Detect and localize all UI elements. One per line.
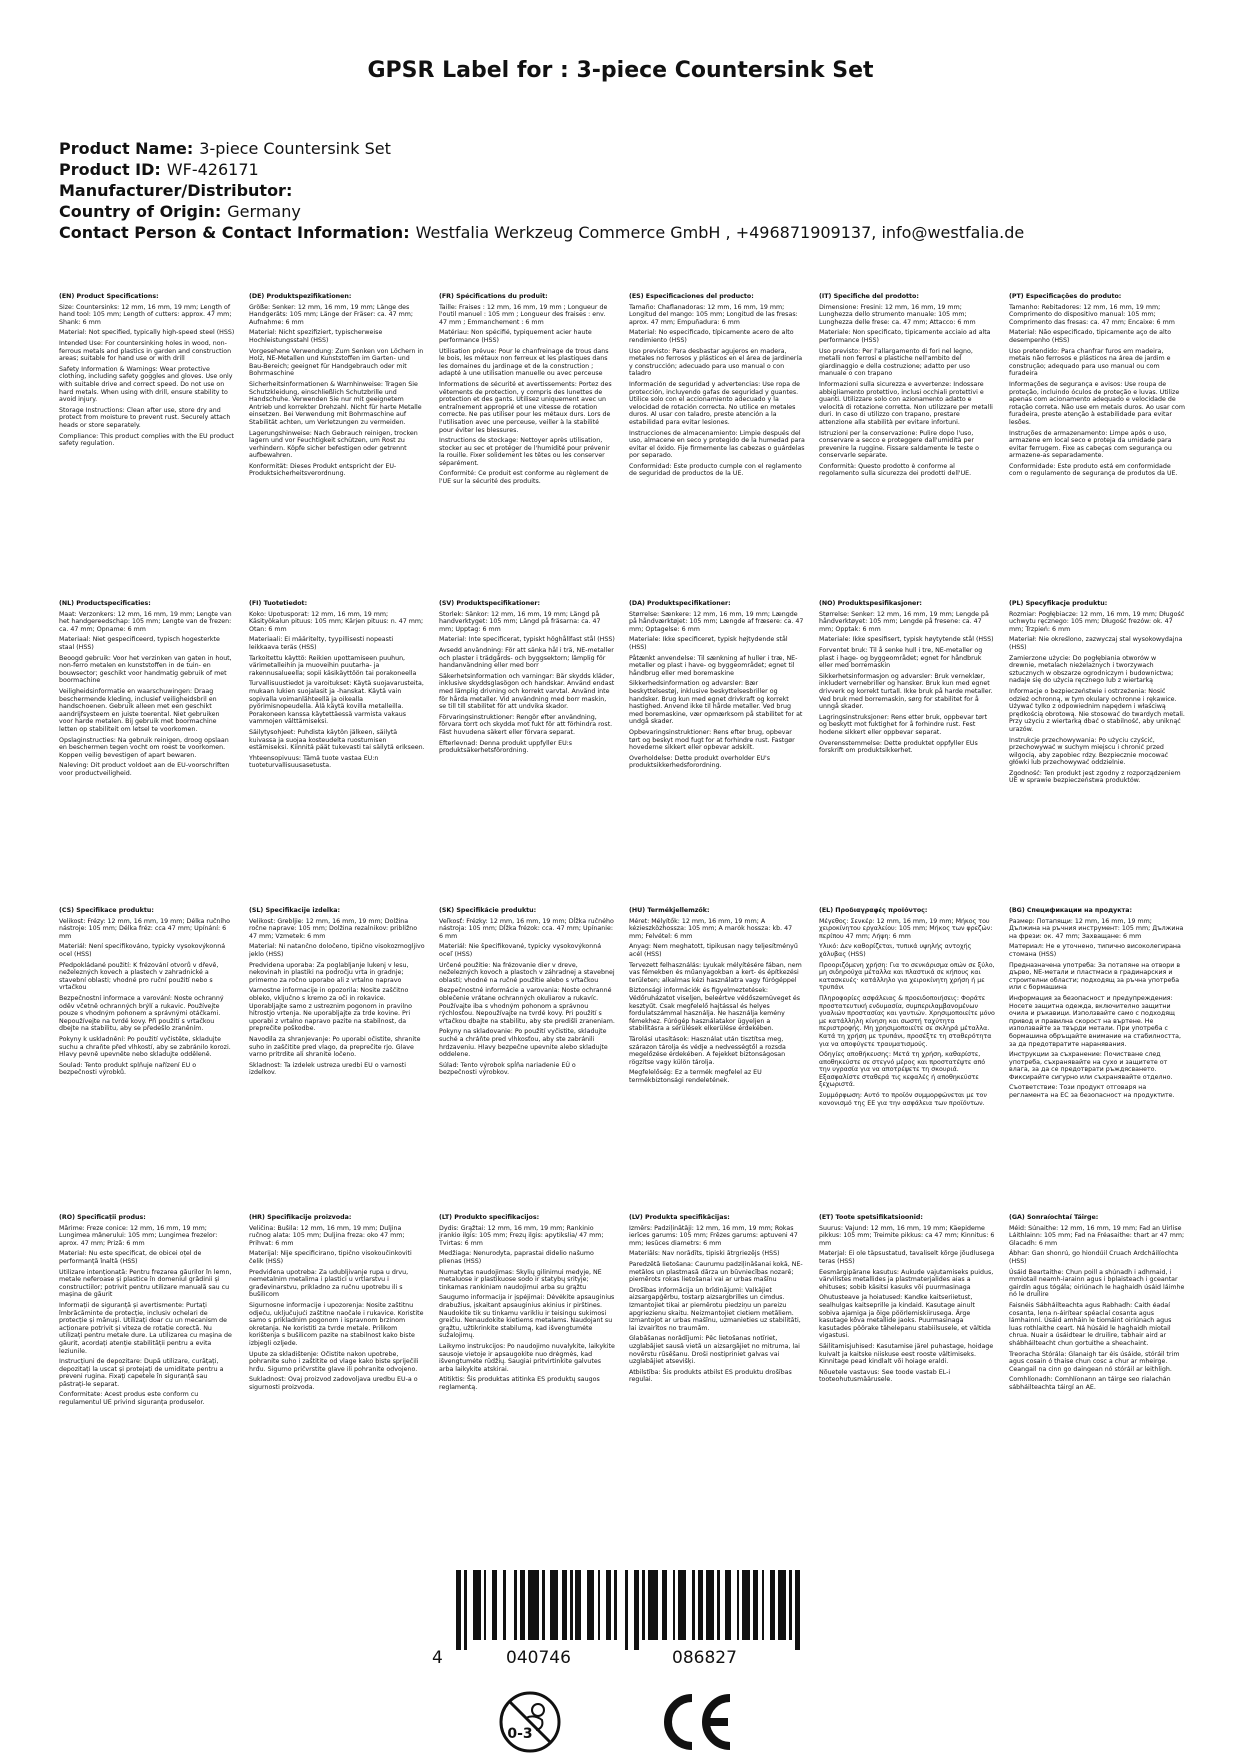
- barcode-bar: [542, 1570, 545, 1640]
- barcode-bar: [789, 1570, 792, 1640]
- spec-paragraph: Предназначена употреба: За потапяне на отвори в дърво, NE-метали и пластмаси в градинарския и строителни области; подходящ за ръчна употреба или с бормашина: [1009, 961, 1181, 992]
- spec-paragraph: Comhlíonadh: Comhlíonann an táirge seo rialachán sábháilteachta táirgí an AE.: [1009, 1376, 1171, 1391]
- spec-paragraph: Material: Nu este specificat, de obicei oțel de performanță înaltă (HSS): [59, 1250, 202, 1265]
- spec-paragraph: Izmērs: Padziļinātāji: 12 mm, 16 mm, 19 mm; Rokas ierīces garums: 105 mm; Frēzes garums: aptuveni 47 mm; Iesūces diametrs: 6 mm: [629, 1224, 798, 1247]
- language-block: [439, 907, 615, 1077]
- spec-paragraph: Συμμόρφωση: Αυτό το προϊόν συμμορφώνεται με τον κανονισμό της ΕΕ για την ασφάλεια των προϊόντων.: [819, 1092, 987, 1107]
- spec-paragraph: Rozmiar: Pogłębiacze: 12 mm, 16 mm, 19 mm; Długość uchwytu ręcznego: 105 mm; Długość frezów: ok. 47 mm; Trzpień: 6 mm: [1009, 610, 1185, 633]
- language-block: [1009, 600, 1185, 785]
- spec-paragraph: Size: Countersinks: 12 mm, 16 mm, 19 mm; Length of hand tool: 105 mm; Length of cutters: approx. 47 mm; Shank: 6 mm: [59, 303, 232, 326]
- language-block: [249, 293, 425, 478]
- spec-paragraph: Atitiktis: Šis produktas atitinka ES produktų saugos reglamentą.: [439, 1376, 600, 1391]
- language-heading: (GA) Sonraíochtaí Táirge:: [1009, 1214, 1099, 1221]
- spec-paragraph: Materiał: Nie określono, zazwyczaj stal wysokowydajna (HSS): [1009, 636, 1183, 651]
- spec-paragraph: Naleving: Dit product voldoet aan de EU-voorschriften voor productveiligheid.: [59, 762, 230, 777]
- barcode-bar: [742, 1570, 750, 1640]
- language-block: [59, 293, 235, 448]
- spec-paragraph: Säkerhetsinformation och varningar: Bär skydds kläder, inklusive skyddsglasögon och handskar. Använd endast med lämplig drivning och korrekt varvtal. Använd inte för hårda metaller. Vid användning med borr maskin, se till till stabilitet för att undvika skador.: [439, 672, 615, 711]
- spec-paragraph: Storage Instructions: Clean after use, store dry and protect from moisture to prevent rust. Securely attach heads or store separately.: [59, 406, 231, 429]
- spec-paragraph: Πληροφορίες ασφάλειας & προειδοποιήσεις: Φοράτε προστατευτική ενδυμασία, συμπεριλαμβανομένων γυαλιών προστασίας και γαντιών. Χρησιμοποιείτε μόνο με κατάλληλη κίνηση και σωστή ταχύτητα περιστροφής. Μη χρησιμοποιείτε σε σκληρά μέταλλα. Κατά τη χρήση με τρυπάνι, προσέξτε τη σταθερότητα για να αποφύγετε τραυματισμούς.: [819, 994, 995, 1048]
- spec-paragraph: Materiaali: Ei määritelty, tyypillisesti nopeasti leikkaava teräs (HSS): [249, 636, 394, 651]
- barcode-bar: [575, 1570, 580, 1640]
- spec-paragraph: Υλικό: Δεν καθορίζεται, τυπικά υψηλής αντοχής χάλυβας (HSS): [819, 943, 972, 958]
- spec-paragraph: Veľkosť: Frézky: 12 mm, 16 mm, 19 mm; Dĺžka ručného nástroja: 105 mm; Dĺžka frézok: cca. 47 mm; Upínanie: 6 mm: [439, 917, 614, 940]
- spec-paragraph: Uso pretendido: Para chanfrar furos em madeira, metais não ferrosos e plásticos na área de jardim e construção; adequado para uso manual ou com furadeira: [1009, 347, 1171, 378]
- spec-paragraph: Ábhar: Gan shonrú, go hiondúil Cruach Ardcháilíochta (HSS): [1009, 1250, 1179, 1265]
- barcode-bar: [642, 1570, 645, 1640]
- barcode-bar: [598, 1570, 601, 1640]
- spec-paragraph: Tárolási utasítások: Használat után tisztítsa meg, szárazon tárolja és védje a nedvességtől a rozsda megelőzése érdekében. A fejekket biztonságosan rögzítse vagy külön tárolja.: [629, 1035, 786, 1066]
- language-heading: (ES) Especificaciones del producto:: [629, 293, 754, 300]
- spec-paragraph: Súlad: Tento výrobok spĺňa nariadenie EÚ o bezpečnosti výrobkov.: [439, 1061, 576, 1077]
- barcode-bar: [614, 1570, 617, 1640]
- language-heading: (LV) Produkta specifikācijas:: [629, 1214, 730, 1221]
- spec-paragraph: Οδηγίες αποθήκευσης: Μετά τη χρήση, καθαρίστε, αποθηκεύστε σε στεγνό μέρος και προστατέψτε από την υγρασία για να αποτρέψετε τη σκουριά. Εξασφαλίστε σταθερά τις κεφαλές ή αποθηκεύστε ξεχωριστά.: [819, 1051, 986, 1089]
- language-heading: (EL) Προδιαγραφές προϊόντος:: [819, 907, 928, 914]
- info-value: Germany: [227, 202, 301, 221]
- barcode-bar: [484, 1570, 487, 1640]
- language-heading: (FI) Tuotetiedot:: [249, 600, 308, 607]
- language-heading: (DE) Produktspezifikationen:: [249, 293, 352, 300]
- language-block: [819, 1214, 995, 1384]
- language-block: [439, 293, 615, 486]
- barcode-bar: [692, 1570, 695, 1640]
- barcode-bar: [795, 1570, 800, 1650]
- spec-paragraph: Μέγεθος: Σενκέρ: 12 mm, 16 mm, 19 mm; Μήκος του χειροκίνητου εργαλείου: 105 mm; Μήκος των φρεζών: περίπου 47 mm; Λήψη: 6 mm: [819, 917, 993, 940]
- spec-paragraph: Předpokládané použití: K frézování otvorů v dřevě, neželezných kovech a plastech v zahradnické a stavební oblasti; vhodné pro ruční použití nebo s vrtačkou: [59, 961, 219, 992]
- spec-paragraph: Megfelelőség: Ez a termék megfelel az EU termékbiztonsági rendeletének.: [629, 1069, 762, 1084]
- spec-paragraph: Predviđena upotreba: Za udubljivanje rupa u drvu, nemetalnim metalima i plastici u vrtlarstvu i građevinarstvu, prikladno za ručnu upotrebu ili s bušilicom: [249, 1268, 409, 1299]
- spec-paragraph: Varnostne informacije in opozorila: Nosite zaščitno obleko, vključno s kremo za oči in rokavice. Uporabljajte samo z ustreznim pogonom in pravilno hitrostjo vrtenja. Ne uporabljajte za trde kovine. Pri uporabi z vrtalno napravo pazite na stabilnost, da preprečite poškodbe.: [249, 987, 412, 1033]
- spec-paragraph: Tamanho: Rebitadores: 12 mm, 16 mm, 19 mm; Comprimento do dispositivo manual: 105 mm; Comprimento das fresas: ca. 47 mm; Encaixe: 6 mm: [1009, 303, 1175, 326]
- barcode-bar: [753, 1570, 758, 1640]
- spec-paragraph: Instrukcje przechowywania: Po użyciu czyścić, przechowywać w suchym miejscu i chronić przed wilgocią, aby zapobiec rdzy. Bezpiecznie mocować główki lub przechowywać oddzielnie.: [1009, 736, 1169, 767]
- spec-paragraph: Veiligheidsinformatie en waarschuwingen: Draag beschermende kleding, inclusief veiligheidsbril en handschoenen. Gebruik alleen met een geschikt aandrijfsysteem en juiste toerental. Niet gebruiken voor harde metalen. Bij gebruik met boormachine letten op stabiliteit om letsel te voorkomen.: [59, 687, 220, 733]
- spec-paragraph: Pokyny k uskladnění: Po použití vyčistěte, skladujte suchu a chraňte před vlhkostí, aby se zabránilo korozi. Hlavy pevně upevněte nebo skladujte odděleně.: [59, 1035, 231, 1059]
- spec-paragraph: Istruzioni per la conservazione: Pulire dopo l'uso, conservare a secco e proteggere dall'umidità per prevenire la ruggine. Fissare saldamente le teste o conservarle separate.: [819, 429, 979, 460]
- spec-paragraph: Förvaringsinstruktioner: Rengör efter användning, förvara torrt och skydda mot fukt för att förhindra rost. Fäst huvudena säkert eller förvara separat.: [439, 713, 613, 736]
- spec-paragraph: Avsedd användning: För att sänka hål i trä, NE-metaller och plaster i trädgårds- och byggsektorn; lämplig för handanvändning eller med borr: [439, 646, 614, 670]
- language-block: [249, 1214, 425, 1391]
- barcode-bar: [528, 1570, 539, 1640]
- language-heading: (PT) Especificações do produto:: [1009, 293, 1122, 300]
- spec-paragraph: Conformité: Ce produit est conforme au règlement de l'UE sur la sécurité des produits.: [439, 470, 609, 486]
- barcode-bar: [706, 1570, 714, 1640]
- barcode-bar: [587, 1570, 595, 1640]
- barcode-bar: [678, 1570, 686, 1640]
- spec-paragraph: Uso previsto: Para desbastar agujeros en madera, metales no ferrosos y plásticos en el área de jardinería y construcción; adecuado para uso manual o con taladro: [629, 347, 803, 378]
- info-label: Country of Origin:: [59, 202, 222, 221]
- spec-paragraph: Zgodność: Ten produkt jest zgodny z rozporządzeniem UE w sprawie bezpieczeństwa produktów.: [1009, 769, 1181, 785]
- spec-paragraph: Säilitamisjuhised: Kasutamise järel puhastage, hoidage kuivalt ja kaitske niiskuse eest roostе vältimiseks. Kinnitage pead kindlalt või hoiage eraldi.: [819, 1342, 994, 1366]
- country-row: [59, 201, 1199, 222]
- spec-paragraph: Informații de siguranță și avertismente: Purtați îmbrăcăminte de protecție, inclusiv ochelari de protecție și mănuși. Utilizați doar cu un mecanism de acționare potrivit și viteza de rotație corectă. Nu utilizați pentru metale dure. La utilizarea cu mașina de găurit, acordați atenție stabilității pentru a evita leziunile.: [59, 1301, 232, 1355]
- spec-paragraph: Материал: Не е уточнено, типично високолегирана стомана (HSS): [1009, 943, 1181, 958]
- language-block: [629, 1214, 805, 1384]
- spec-paragraph: Utilisation prévue: Pour le chanfreinage de trous dans le bois, les métaux non ferreux et les plastiques dans les domaines du jardinage et de la construction ; adapté à une utilisation manuelle ou avec perceuse: [439, 347, 609, 378]
- spec-paragraph: Información de seguridad y advertencias: Use ropa de protección, incluyendo gafas de seguridad y guantes. Utilice solo con el accionamiento adecuado y la velocidad de rotación correcta. No utilice en metales duros. Al usar con taladro, preste atención a la estabilidad para evitar lesiones.: [629, 380, 801, 426]
- info-label: Manufacturer/Distributor:: [59, 181, 293, 200]
- spec-paragraph: Suurus: Vajund: 12 mm, 16 mm, 19 mm; Käepideme pikkus: 105 mm; Treimite pikkus: ca 47 mm; Kinnitus: 6 mm: [819, 1224, 995, 1247]
- spec-paragraph: Storlek: Sänkor: 12 mm, 16 mm, 19 mm; Längd på handverktyget: 105 mm; Längd på fräsarna: ca. 47 mm; Upptag: 6 mm: [439, 610, 601, 633]
- barcode-bar: [562, 1570, 567, 1640]
- language-block: [819, 600, 995, 755]
- spec-paragraph: Инструкции за съхранение: Почистване след употреба, съхранявайте на сухо и защитете от влага, за да се предотврати ръждясването. Фиксирайте сигурно или съхранявайте отделно.: [1009, 1051, 1173, 1081]
- spec-paragraph: Glabāšanas norādījumi: Pēc lietošanas notīriet, uzglabājiet sausā vietā un aizsargājiet no mitruma, lai novērstu rūsēšanu. Droši nostipriniet galvas vai uzglabājiet atsevišķi.: [629, 1335, 800, 1366]
- language-row: [59, 600, 1199, 890]
- spec-paragraph: Προοριζόμενη χρήση: Για το σενκάρισμα οπών σε ξύλο, μη σιδηρούχα μέταλλα και πλαστικά σε κήπους και κατασκευές· κατάλληλο για χειροκίνητη χρήση ή με τρυπάνι: [819, 961, 995, 992]
- language-block: [1009, 907, 1185, 1100]
- spec-paragraph: Určené použitie: Na frézovanie dier v dreve, neželezných kovoch a plastoch v záhradnej a stavebnej oblasti; vhodné na ručné použitie alebo s vŕtačkou: [439, 961, 615, 984]
- spec-paragraph: Informations de sécurité et avertissements: Portez des vêtements de protection, y compris des lunettes de protection et des gants. Utilisez uniquement avec un entraînement approprié et une vitesse de rotation correcte. Ne pas utiliser pour les métaux durs. Lors de l'utilisation avec une perceuse, veiller à la stabilité pour éviter les blessures.: [439, 380, 612, 434]
- spec-paragraph: Sukladnost: Ovaj proizvod zadovoljava uredbu EU-a o sigurnosti proizvoda.: [249, 1376, 418, 1391]
- spec-paragraph: Lagringsinstruksjoner: Rens etter bruk, oppbevar tørt og beskytt mot fuktighet for å forhindre rust. Fest hodene sikkert eller oppbevar separat.: [819, 713, 988, 736]
- info-value: WF-426171: [166, 160, 259, 179]
- spec-paragraph: Dydis: Grąžtai: 12 mm, 16 mm, 19 mm; Rankinio įrankio ilgis: 105 mm; Frezų ilgis: apytikslia/ 47 mm; Tvirtas: 6 mm: [439, 1224, 604, 1247]
- language-block: [629, 293, 805, 478]
- spec-paragraph: Saugumo informacija ir įspėjimai: Dėvėkite apsauginius drabužius, įskaitant apsauginius akinius ir pirštines. Naudokite tik su tinkamu varikliu ir teisingu sukimosi greičiu. Nenaudokite kietiems metalams. Naudojant su grąžtu, užtikrinkite stabilumą, kad išvengtumėte sužalojimų.: [439, 1294, 615, 1340]
- age-0-3-warning-icon: [498, 1690, 562, 1754]
- language-heading: (PL) Specyfikacje produktu:: [1009, 600, 1108, 607]
- spec-paragraph: Størrelse: Sænkere: 12 mm, 16 mm, 19 mm; Længde på håndværktøjet: 105 mm; Længde af fræsere: ca. 47 mm; Optagelse: 6 mm: [629, 610, 804, 633]
- spec-paragraph: Skladnost: Ta izdelek ustreza uredbi EU o varnosti izdelkov.: [249, 1061, 406, 1077]
- spec-paragraph: Biztonsági információk és figyelmeztetések: Védőruházatot viseljen, beleértve védőszemüveget és kesztyűt. Csak megfelelő hajtással és helyes fordulatszámmal használja. Ne használja kemény fémekhez. Fúrógép használatakor ügyeljen a stabilitásra a sérülések elkerülése érdekében.: [629, 987, 801, 1033]
- language-block: [819, 907, 995, 1107]
- spec-paragraph: Säilytysohjeet: Puhdista käytön jälkeen, säilytä kuivassa ja suojaa kosteudelta ruostumisen estämiseksi. Kiinnitä päät tukevasti tai säilytä erikseen.: [249, 728, 425, 752]
- language-heading: (ET) Toote spetsifikatsioonid:: [819, 1214, 923, 1221]
- language-block: [59, 907, 235, 1077]
- page-title: GPSR Label for : 3-piece Countersink Set: [367, 58, 874, 83]
- spec-paragraph: Conformidad: Este producto cumple con el reglamento de seguridad de productos de la UE.: [629, 462, 802, 478]
- spec-paragraph: Drošības informācija un brīdinājumi: Valkājiet aizsargapģērbu, tostarp aizsargbrilles un cimdus. Izmantojiet tikai ar piemērotu piedziņu un pareizu apgriezienu skaitu. Neizmantojiet cietiem metāliem. Izmantojot ar urbas mašīnu, uzmanieties uz stabilitāti, lai izvairītos no traumām.: [629, 1286, 801, 1332]
- barcode-bar: [625, 1570, 628, 1650]
- spec-paragraph: Tamaño: Chaflanadoras: 12 mm, 16 mm, 19 mm; Longitud del mango: 105 mm; Longitud de las fresas: aprox. 47 mm; Empuñadura: 6 mm: [629, 303, 798, 326]
- language-heading: (SL) Specifikacije izdelka:: [249, 907, 341, 914]
- spec-paragraph: Materiál: Nie špecifikované, typicky vysokovýkonná oceľ (HSS): [439, 943, 602, 958]
- spec-paragraph: Tervezett felhasználás: Lyukak mélyítésére fában, nem vas fémekben és műanyagokban a kert- és építkezési területen; alkalmas kézi használatra vagy fúrógéppel: [629, 961, 802, 984]
- info-label: Product ID:: [59, 160, 161, 179]
- spec-paragraph: Matériau: Non spécifié, typiquement acier haute performance (HSS): [439, 329, 592, 344]
- language-block: [1009, 293, 1185, 478]
- spec-paragraph: Zamierzone użycie: Do pogłębiania otworów w drewnie, metalach nieżelaznych i tworzywach sztucznych w obszarze ogrodniczym i budownictwa; nadaje się do użycia ręcznego lub z wiertarką: [1009, 654, 1174, 685]
- language-row: [59, 293, 1199, 583]
- barcode-bar: [570, 1570, 573, 1640]
- spec-paragraph: Turvallisuustiedot ja varoitukset: Käytä suojavarusteita, mukaan lukien suojalasit ja -hanskat. Käytä vain sopivalla voimanlähteellä ja oikealla pyörimisnopeudella. Älä käytä kovilla metalleilla. Porakoneen kanssa käytettäessä varmista vakaus vammojen välttämiseksi.: [249, 680, 424, 726]
- spec-paragraph: Eesmärgipärane kasutus: Aukude vajutamiseks puidus, värvilistes metallides ja plastmaterjalides aias a ehituses; sobib käsitsi kasuks või puurmasinaga: [819, 1268, 994, 1291]
- barcode-bar: [492, 1570, 497, 1640]
- spec-paragraph: Soulad: Tento produkt splňuje nařízení EU o bezpečnosti výrobků.: [59, 1061, 197, 1077]
- language-heading: (IT) Specifiche del prodotto:: [819, 293, 919, 300]
- spec-paragraph: Sikkerhedsinformation og advarsler: Bær beskyttelsestøj, inklusive beskyttelsesbriller og handsker. Brug kun med egnet drivkraft og korrekt hastighed. Anvend ikke til hårde metaller. Ved brug med boremaskine, vær opmærksom på stabilitet for at undgå skader.: [629, 680, 803, 726]
- spec-paragraph: Overholdelse: Dette produkt overholder EU's produktsikkerhedsforordning.: [629, 754, 771, 770]
- spec-paragraph: Informazioni sulla sicurezza e avvertenze: Indossare abbigliamento protettivo, inclusi occhiali protettivi e guanti. Utilizzare solo con azionamento adatto e velocità di rotazione corretta. Non utilizzare per metalli duri. In caso di utilizzo con trapano, prestare attenzione alla stabilità per evitare infortuni.: [819, 380, 993, 426]
- spec-paragraph: Material: Not specified, typically high-speed steel (HSS): [59, 329, 235, 337]
- info-label: Contact Person & Contact Information:: [59, 223, 410, 242]
- spec-paragraph: Upute za skladištenje: Očistite nakon upotrebe, pohranite suho i zaštitite od vlage kako biste spriječili hrđu. Sigurno pričvrstite glave ili pohranite odvojeno.: [249, 1350, 419, 1373]
- barcode-bar: [606, 1570, 611, 1640]
- barcode-bar: [514, 1570, 517, 1640]
- spec-paragraph: Instructions de stockage: Nettoyer après utilisation, stocker au sec et protéger de l'humidité pour prévenir la rouille. Fixer solidement les têtes ou les conserver séparément.: [439, 437, 610, 467]
- spec-paragraph: Lagerungshinweise: Nach Gebrauch reinigen, trocken lagern und vor Feuchtigkeit schützen, um Rost zu verhindern. Köpfe sicher befestigen oder getrennt aufbewahren.: [249, 429, 418, 460]
- language-heading: (DA) Produktspecifikationer:: [629, 600, 731, 607]
- language-row: [59, 907, 1199, 1197]
- spec-paragraph: Nõuetele vastavus: See toode vastab EL-i tooteohutusmäärusele.: [819, 1368, 951, 1384]
- spec-paragraph: Overensstemmelse: Dette produktet oppfyller EUs forskrift om produktsikkerhet.: [819, 739, 978, 755]
- language-block: [249, 907, 425, 1077]
- spec-paragraph: Taille: Fraises : 12 mm, 16 mm, 19 mm ; Longueur de l'outil manuel : 105 mm ; Longueur des fraises : env. 47 mm ; Emmanchement : 6 mm: [439, 303, 608, 326]
- spec-paragraph: Material: Inte specificerat, typiskt höghållfast stål (HSS): [439, 636, 615, 644]
- language-block: [439, 1214, 615, 1391]
- language-heading: (CS) Specifikace produktu:: [59, 907, 154, 914]
- spec-paragraph: Opslaginstructies: Na gebruik reinigen, droog opslaan en beschermen tegen vocht om roest te voorkomen. Koppen veilig bevestigen of apart bewaren.: [59, 736, 229, 759]
- spec-paragraph: Faisnéis Sábháilteachta agus Rabhadh: Caith éadaí cosanta, lena n-áirítear spéaclaí cosanta agus lámhainní. Úsáid amháin le tiomáint oiriúnach agus luas rothlaithe ceart. Ná húsáid le haghaidh miotail chrua. Nuair a úsáidtear le druilire, tabhair aird ar shábháilteacht chun gortuithe a sheachaint.: [1009, 1301, 1172, 1347]
- barcode-bar: [503, 1570, 506, 1640]
- spec-paragraph: Ohutusteave ja hoiatused: Kandke kaitseriietust, sealhulgas kaitseprille ja kindaid. Kasutage ainult sobiva ajamiga ja õige pöörlemiskiirusega. Ärge kasutage kõva metallide jaoks. Puurmasinaga kasutades pöörake tähelepanu stabiilsusele, et vältida vigastusi.: [819, 1294, 991, 1340]
- spec-paragraph: Atbilstība: Šis produkts atbilst ES produktu drošības regulai.: [629, 1368, 792, 1384]
- spec-paragraph: Velikost: Grebljie: 12 mm, 16 mm, 19 mm; Dolžina ročne naprave: 105 mm; Dolžina rezalnikov: približno 47 mm; Vzmetek: 6 mm: [249, 917, 418, 940]
- barcode-bar: [473, 1570, 481, 1640]
- spec-paragraph: Predvidena uporaba: Za poglabljanje lukenj v lesu, nekovinah in plastiki na področju vrta in gradnje; primerno za ročno uporabo ali z vrtalno napravo: [249, 961, 409, 984]
- language-heading: (SK) Špecifikácie produktu:: [439, 907, 537, 914]
- spec-paragraph: Instrucțiuni de depozitare: După utilizare, curățați, depozitați la uscat și protejați de umiditate pentru a preveni rugina. Fixați capetele în siguranță sau păstrați-le separat.: [59, 1358, 224, 1388]
- spec-paragraph: Materiale: Non specificato, tipicamente acciaio ad alta performance (HSS): [819, 329, 991, 344]
- language-block: [439, 600, 615, 755]
- age-range-text: 0-3: [507, 1726, 533, 1742]
- barcode-bar: [725, 1570, 730, 1640]
- spec-paragraph: Materiāls: Nav norādīts, tipiski ātrgriezējs (HSS): [629, 1250, 780, 1258]
- language-heading: (HR) Specifikacije proizvoda:: [249, 1214, 352, 1221]
- spec-paragraph: Navodila za shranjevanje: Po uporabi očistite, shranite suho in zaščitite pred vlago, da preprečite rjo. Glave varno pritrdite ali shranite ločeno.: [249, 1035, 421, 1059]
- language-block: [59, 1214, 235, 1407]
- barcode-bar: [550, 1570, 558, 1640]
- language-heading: (HU) Termékjellemzők:: [629, 907, 710, 914]
- spec-paragraph: Opbevaringsinstruktioner: Rens efter brug, opbevar tørt og beskyt mod fugt for at forhindre rust. Fastgør hovederne sikkert eller opbevar adskilt.: [629, 728, 795, 752]
- spec-paragraph: Koko: Upotusporat: 12 mm, 16 mm, 19 mm; Käsityökalun pituus: 105 mm; Kärjen pituus: n. 47 mm; Otan: 6 mm: [249, 610, 424, 633]
- language-block: [819, 293, 995, 478]
- ean-barcode: [432, 1570, 822, 1675]
- product-name-row: [59, 138, 1199, 159]
- spec-paragraph: Material: Não especificado, tipicamente aço de alto desempenho (HSS): [1009, 329, 1172, 344]
- barcode-bar: [673, 1570, 676, 1640]
- language-heading: (LT) Produkto specifikacijos:: [439, 1214, 540, 1221]
- spec-paragraph: Materijal: Nije specificirano, tipično visokoučinkoviti čelik (HSS): [249, 1250, 412, 1265]
- spec-paragraph: Materjal: Ei ole täpsustatud, tavaliselt kõrge jõudlusega teras (HSS): [819, 1250, 995, 1265]
- spec-paragraph: Compliance: This product complies with the EU product safety regulation.: [59, 432, 234, 448]
- spec-paragraph: Tarkoitettu käyttö: Reikien upottamiseen puuhun, värimetalleihin ja muoveihin puutarha- ja rakennusalueella; sopii käsikäyttöön tai porakoneella: [249, 654, 417, 677]
- spec-paragraph: Utilizare intenționată: Pentru frezarea găurilor în lemn, metale neferoase și plastice în domeniul grădinii și constructiilor; potrivit pentru utilizare manuală sau cu mașina de găurit: [59, 1268, 232, 1299]
- barcode-bar: [762, 1570, 765, 1640]
- spec-paragraph: Størrelse: Senker: 12 mm, 16 mm, 19 mm; Lengde på håndverktøyet: 105 mm; Lengde på fresene: ca. 47 mm; Opptak: 6 mm: [819, 610, 989, 633]
- spec-paragraph: Yhteensopivuus: Tämä tuote vastaa EU:n tuoteturvallisuusasetusta.: [249, 754, 379, 770]
- info-value: 3-piece Countersink Set: [199, 139, 391, 158]
- language-block: [249, 600, 425, 770]
- spec-paragraph: Materiale: Ikke specificeret, typisk højtydende stål (HSS): [629, 636, 788, 651]
- spec-paragraph: Materiál: Není specifikováno, typicky vysokovýkonná ocel (HSS): [59, 943, 226, 958]
- spec-paragraph: Materiaal: Niet gespecificeerd, typisch hogesterkte staal (HSS): [59, 636, 220, 651]
- spec-paragraph: Beoogd gebruik: Voor het verzinken van gaten in hout, non-ferro metalen en kunststoffen in de tuin- en bouwsector; geschikt voor handmatig gebruik of met boormachine: [59, 654, 232, 685]
- spec-paragraph: Размер: Потапящи: 12 mm, 16 mm, 19 mm; Дължина на ръчния инструмент: 105 mm; Дължина на фрези: ок. 47 mm; Захващане: 6 mm: [1009, 917, 1184, 940]
- spec-paragraph: Méret: Mélyítők: 12 mm, 16 mm, 19 mm; A kézieszközhossza: 105 mm; A marók hossza: kb. 47 mm; Felvétel: 6 mm: [629, 917, 793, 940]
- barcode-digits-left: 040746: [506, 1648, 571, 1668]
- spec-paragraph: Anyag: Nem meghatott, tipikusan nagy teljesítményű acél (HSS): [629, 943, 798, 958]
- spec-paragraph: Material: Nicht spezifiziert, typischerweise Hochleistungsstahl (HSS): [249, 329, 383, 344]
- spec-paragraph: Materiale: Ikke spesifisert, typisk høytytende stål (HSS): [819, 636, 994, 644]
- spec-paragraph: Sikkerhetsinformasjon og advarsler: Bruk verneklær, inkludert vernebriller og hansker. Bruk kun med egnet drivverk og korrekt turtall. Ikke bruk på harde metaller. Ved bruk med borremaskin, sørg for stabilitet for å unngå skader.: [819, 672, 993, 711]
- spec-paragraph: Größe: Senker: 12 mm, 16 mm, 19 mm; Länge des Handgeräts: 105 mm; Länge der Fräser: ca. 47 mm; Aufnahme: 6 mm: [249, 303, 413, 326]
- language-row: [59, 1214, 1199, 1504]
- spec-paragraph: Méid: Súnaithe: 12 mm, 16 mm, 19 mm; Fad an Uirlise Láithlainn: 105 mm; Fad na Fréasaithe: thart ar 47 mm; Glacadh: 6 mm: [1009, 1224, 1185, 1247]
- spec-paragraph: Vorgesehene Verwendung: Zum Senken von Löchern in Holz, NE-Metallen und Kunststoffen im Garten- und Bau-Bereich; geeignet für Handgebrauch oder mit Bohrmaschine: [249, 347, 424, 378]
- spec-paragraph: Bezpečnostné informácie a varovania: Noste ochranné oblečenie vrátane ochranných okuliarov a rukavíc. Používajte iba s vhodným pohonom a správnou rýchlosťou. Nepoužívajte na tvrdé kovy. Pri použití s vŕtačkou dbajte na stabilitu, aby ste predišli zraneniam.: [439, 987, 615, 1025]
- spec-paragraph: Conformità: Questo prodotto è conforme al regolamento sulla sicurezza dei prodotti dell'UE.: [819, 462, 972, 478]
- language-heading: (NO) Produktspesifikasjoner:: [819, 600, 922, 607]
- spec-paragraph: Veličina: Bušila: 12 mm, 16 mm, 19 mm; Duljina ručnog alata: 105 mm; Duljina freza: oko 47 mm; Prihvat: 6 mm: [249, 1224, 405, 1247]
- spec-paragraph: Информация за безопасност и предупреждения: Носете защитна одежда, включително защитни очила и ръкавици. Използвайте само с подходящ привод и правилна скорост на въртене. Не използвайте за твърди метали. При употреба с бормашина обръщайте внимание на стабилността, за да предотвратите наранявания.: [1009, 994, 1181, 1048]
- spec-paragraph: Mărime: Freze conice: 12 mm, 16 mm, 19 mm; Lungimea mânerului: 105 mm; Lungimea frezelor: aprox. 47 mm; Prizã: 6 mm: [59, 1224, 218, 1247]
- language-heading: (RO) Specificații produs:: [59, 1214, 146, 1221]
- barcode-bar: [717, 1570, 720, 1640]
- product-id-row: [59, 159, 1199, 180]
- spec-paragraph: Instrucciones de almacenamiento: Limpie después del uso, almacene en seco y protegido de la humedad para evitar el óxido. Fije firmemente las cabezas o guárdelas por separado.: [629, 429, 805, 460]
- language-heading: (SV) Produktspecifikationer:: [439, 600, 540, 607]
- spec-paragraph: Medžiaga: Nenurodyta, paprastai didelio našumo plienas (HSS): [439, 1250, 594, 1265]
- barcode-bar: [770, 1570, 775, 1640]
- barcode-bar: [520, 1570, 525, 1640]
- spec-paragraph: Material: No especificado, típicamente acero de alto rendimiento (HSS): [629, 329, 794, 344]
- spec-paragraph: Instruções de armazenamento: Limpe após o uso, armazene em local seco e proteja da umidade para evitar ferrugem. Fixe as cabeças com segurança ou armazene-as separadamente.: [1009, 429, 1172, 460]
- barcode-bar: [662, 1570, 667, 1640]
- spec-paragraph: Maat: Verzonkers: 12 mm, 16 mm, 19 mm; Lengte van het handgereedschap: 105 mm; Lengte van de frezen: ca. 47 mm; Opname: 6 mm: [59, 610, 232, 633]
- spec-paragraph: Paredzētā lietošana: Caurumu padziļināšanai kokā, NE-metālos un plastmasā dārza un būvniecības nozarē; piemērots rokas lietošanai vai ar urbas mašīnu: [629, 1260, 803, 1284]
- barcode-bar: [778, 1570, 786, 1640]
- spec-paragraph: Bezpečnostní informace a varování: Noste ochranný oděv včetně ochranných brýlí a rukavic. Používejte pouze s vhodným pohonem a správnými otáčkami. Nepoužívejte na tvrdé kovy. Při použití s vrtačkou dbejte na stabilitu, aby se předešlo zraněním.: [59, 994, 224, 1033]
- spec-paragraph: Intended Use: For countersinking holes in wood, non-ferrous metals and plastics in garden and construction areas; suitable for hand use or with drill: [59, 339, 232, 363]
- barcode-digits-right: 086827: [672, 1648, 737, 1668]
- spec-paragraph: Safety Information & Warnings: Wear protective clothing, including safety goggles and gloves. Use only with suitable drive and correct speed. Do not use on hard metals. When using with drill, ensure stability to avoid injury.: [59, 365, 233, 404]
- spec-paragraph: Съответствие: Този продукт отговаря на регламента на ЕС за безопасност на продуктите.: [1009, 1084, 1175, 1100]
- spec-paragraph: Efterlevnad: Denna produkt uppfyller EU:s produktsäkerhetsförordning.: [439, 739, 573, 755]
- spec-paragraph: Conformidade: Este produto está em conformidade com o regulamento de segurança de produtos da UE.: [1009, 462, 1178, 478]
- spec-paragraph: Forventet bruk: Til å senke hull i tre, NE-metaller og plast i hage- og byggeområdet; egnet for håndbruk eller med borremaskin: [819, 646, 983, 670]
- spec-paragraph: Numatytas naudojimas: Skylių gilinimui medyje, NE metaluose ir plastikuose sodo ir statybų srityje; tinkamas rankiniam naudojimui arba su grąžtu: [439, 1268, 602, 1291]
- spec-paragraph: Material: Ni natančno določeno, tipično visokozmogljivo jeklo (HSS): [249, 943, 425, 958]
- label-icons: [0, 1690, 1241, 1754]
- spec-paragraph: Conformitate: Acest produs este conform cu regulamentul UE privind siguranța produselor.: [59, 1391, 205, 1407]
- spec-paragraph: Påtænkt anvendelse: Til sænkning af huller i træ, NE-metaller og plast i have- og byggeområdet; egnet til håndbrug eller med boremaskine: [629, 654, 798, 677]
- contact-row: [59, 222, 1199, 243]
- spec-paragraph: Sigurnosne informacije i upozorenja: Nosite zaštitnu odjeću, uključujući zaštitne naočale i rukavice. Koristite samo s prikladnim pogonom i ispravnom brzinom okretanja. Ne koristiti za tvrde metale. Prilikom korištenja s bušilicom pazite na stabilnost kako biste izbjegli ozljede.: [249, 1301, 424, 1347]
- spec-paragraph: Sicherheitsinformationen & Warnhinweise: Tragen Sie Schutzkleidung, einschließlich Schutzbrille und Handschuhe. Verwenden Sie nur mit geeignetem Antrieb und korrekter Drehzahl. Nicht für harte Metalle einsetzen. Bei Verwendung mit Bohrmaschine auf Stabilität achten, um Verletzungen zu vermeiden.: [249, 380, 422, 426]
- spec-paragraph: Konformität: Dieses Produkt entspricht der EU-Produktsicherheitsverordnung.: [249, 462, 397, 478]
- barcode-digit-lead: 4: [432, 1648, 443, 1668]
- manufacturer-row: [59, 180, 1199, 201]
- language-heading: (NL) Productspecificaties:: [59, 600, 151, 607]
- language-block: [629, 600, 805, 770]
- language-block: [629, 907, 805, 1084]
- spec-paragraph: Informações de segurança e avisos: Use roupa de proteção, incluindo óculos de proteção e luvas. Utilize apenas com acionamento adequado e velocidade de rotação correta. Não use em metais duros. Ao usar com furadeira, preste atenção à estabilidade para evitar lesões.: [1009, 380, 1185, 426]
- barcode-bars: [456, 1570, 806, 1640]
- info-label: Product Name:: [59, 139, 194, 158]
- language-block: [1009, 1214, 1185, 1391]
- spec-paragraph: Velikost: Frézy: 12 mm, 16 mm, 19 mm; Délka ručního nástroje: 105 mm; Délka fréz: cca 47 mm; Upínání: 6 mm: [59, 917, 230, 940]
- barcode-bar: [464, 1570, 467, 1650]
- product-info: [59, 138, 1199, 243]
- spec-paragraph: Uso previsto: Per l'allargamento di fori nel legno, metalli non ferrosi e plastiche nell'ambito del giardinaggio e della costruzione; adatto per uso manuale o con trapano: [819, 347, 973, 378]
- barcode-bar: [456, 1570, 461, 1650]
- info-value: Westfalia Werkzeug Commerce GmbH , +496871909137, info@westfalia.de: [415, 223, 1025, 242]
- ce-mark-icon: [658, 1690, 738, 1754]
- barcode-bar: [737, 1570, 740, 1640]
- barcode-bar: [634, 1570, 639, 1650]
- spec-paragraph: Informacje o bezpieczeństwie i ostrzeżenia: Nosić odzież ochronną, w tym okulary ochronne i rękawice. Używać tylko z odpowiednim napędem i właściwą prędkością obrotową. Nie stosować do twardych metali. Przy użyciu z wiertarką dbać o stabilność, aby uniknąć urazów.: [1009, 687, 1185, 733]
- language-heading: (BG) Спецификации на продукта:: [1009, 907, 1132, 914]
- spec-paragraph: Dimensione: Fresini: 12 mm, 16 mm, 19 mm; Lunghezza dello strumento manuale: 105 mm; Lunghezza delle frese: ca. 47 mm; Attacco: 6 mm: [819, 303, 976, 326]
- spec-paragraph: Treoracha Stórála: Glanaigh tar éis úsáide, stóráil trim agus cosain ó thaise chun cosc a chur ar mheirge. Ceangail na cinn go daingean nó stóráil ar leithligh.: [1009, 1350, 1180, 1373]
- language-heading: (EN) Product Specifications:: [59, 293, 159, 300]
- barcode-bar: [648, 1570, 659, 1640]
- barcode-bar: [698, 1570, 703, 1640]
- spec-paragraph: Pokyny na skladovanie: Po použití vyčistite, skladujte suché a chráňte pred vlhkosťou, aby ste zabránili hrdzaveniu. Hlavy bezpečne upevnite alebo skladujte oddelene.: [439, 1028, 608, 1059]
- language-heading: (FR) Spécifications du produit:: [439, 293, 548, 300]
- language-block: [59, 600, 235, 777]
- spec-paragraph: Laikymo instrukcijos: Po naudojimo nuvalykite, laikykite sausoje vietoje ir apsaugokite nuo drėgmės, kad išvengtumėte rūdžių. Saugiai pritvirtinkite galvutes arba laikykite atskirai.: [439, 1342, 615, 1373]
- spec-paragraph: Úsáid Beartaithe: Chun poill a shúnadh i adhmaid, i mmiotail neamh-iarainn agus i bplaisteach i gceantar gairdín agus tógála; oiriúnach le haghaidh úsáid láimhe nó le druilire: [1009, 1268, 1185, 1299]
